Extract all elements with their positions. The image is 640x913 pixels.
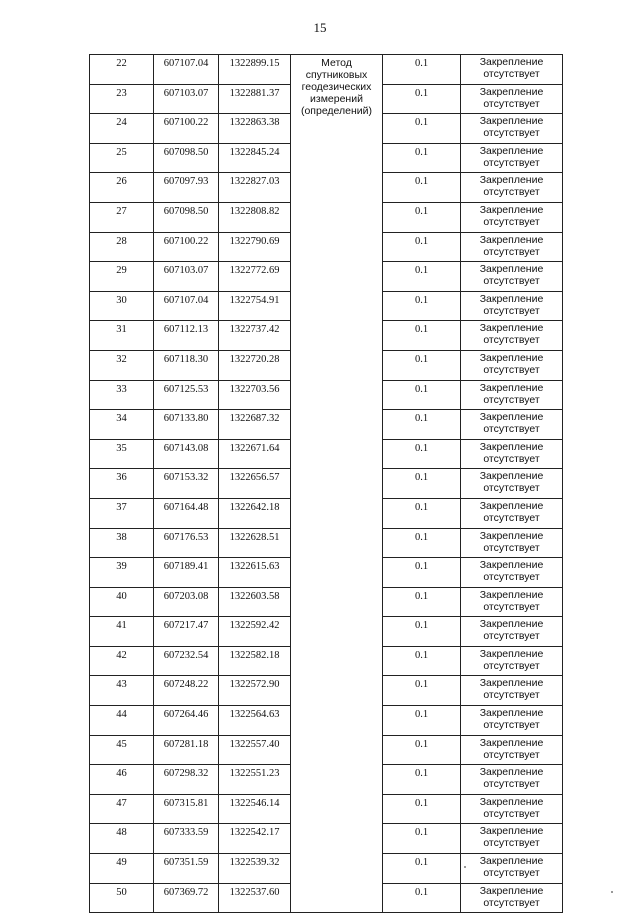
point-number-cell: 42 xyxy=(90,646,154,676)
point-number-cell: 41 xyxy=(90,617,154,647)
accuracy-cell: 0.1 xyxy=(383,528,461,558)
fixing-cell: Закрепление отсутствует xyxy=(461,84,563,114)
accuracy-cell: 0.1 xyxy=(383,824,461,854)
accuracy-cell: 0.1 xyxy=(383,676,461,706)
y-coordinate-cell: 1322557.40 xyxy=(219,735,291,765)
accuracy-cell: 0.1 xyxy=(383,262,461,292)
point-number-cell: 48 xyxy=(90,824,154,854)
accuracy-cell: 0.1 xyxy=(383,469,461,499)
y-coordinate-cell: 1322808.82 xyxy=(219,202,291,232)
x-coordinate-cell: 607118.30 xyxy=(154,350,219,380)
y-coordinate-cell: 1322671.64 xyxy=(219,439,291,469)
fixing-cell: Закрепление отсутствует xyxy=(461,173,563,203)
fixing-cell: Закрепление отсутствует xyxy=(461,232,563,262)
fixing-cell: Закрепление отсутствует xyxy=(461,824,563,854)
fixing-cell: Закрепление отсутствует xyxy=(461,498,563,528)
fixing-cell: Закрепление отсутствует xyxy=(461,55,563,85)
point-number-cell: 27 xyxy=(90,202,154,232)
point-number-cell: 49 xyxy=(90,854,154,884)
fixing-cell: Закрепление отсутствует xyxy=(461,410,563,440)
accuracy-cell: 0.1 xyxy=(383,410,461,440)
fixing-cell: Закрепление отсутствует xyxy=(461,883,563,913)
accuracy-cell: 0.1 xyxy=(383,765,461,795)
accuracy-cell: 0.1 xyxy=(383,84,461,114)
point-number-cell: 38 xyxy=(90,528,154,558)
point-number-cell: 30 xyxy=(90,291,154,321)
fixing-cell: Закрепление отсутствует xyxy=(461,469,563,499)
y-coordinate-cell: 1322582.18 xyxy=(219,646,291,676)
y-coordinate-cell: 1322603.58 xyxy=(219,587,291,617)
point-number-cell: 33 xyxy=(90,380,154,410)
accuracy-cell: 0.1 xyxy=(383,173,461,203)
accuracy-cell: 0.1 xyxy=(383,735,461,765)
x-coordinate-cell: 607097.93 xyxy=(154,173,219,203)
accuracy-cell: 0.1 xyxy=(383,587,461,617)
y-coordinate-cell: 1322572.90 xyxy=(219,676,291,706)
x-coordinate-cell: 607103.07 xyxy=(154,262,219,292)
point-number-cell: 37 xyxy=(90,498,154,528)
y-coordinate-cell: 1322542.17 xyxy=(219,824,291,854)
x-coordinate-cell: 607098.50 xyxy=(154,202,219,232)
x-coordinate-cell: 607100.22 xyxy=(154,114,219,144)
fixing-cell: Закрепление отсутствует xyxy=(461,646,563,676)
point-number-cell: 34 xyxy=(90,410,154,440)
y-coordinate-cell: 1322772.69 xyxy=(219,262,291,292)
point-number-cell: 46 xyxy=(90,765,154,795)
x-coordinate-cell: 607143.08 xyxy=(154,439,219,469)
y-coordinate-cell: 1322737.42 xyxy=(219,321,291,351)
point-number-cell: 28 xyxy=(90,232,154,262)
x-coordinate-cell: 607153.32 xyxy=(154,469,219,499)
accuracy-cell: 0.1 xyxy=(383,143,461,173)
accuracy-cell: 0.1 xyxy=(383,350,461,380)
accuracy-cell: 0.1 xyxy=(383,114,461,144)
x-coordinate-cell: 607098.50 xyxy=(154,143,219,173)
x-coordinate-cell: 607103.07 xyxy=(154,84,219,114)
point-number-cell: 36 xyxy=(90,469,154,499)
x-coordinate-cell: 607315.81 xyxy=(154,794,219,824)
fixing-cell: Закрепление отсутствует xyxy=(461,350,563,380)
y-coordinate-cell: 1322656.57 xyxy=(219,469,291,499)
y-coordinate-cell: 1322628.51 xyxy=(219,528,291,558)
accuracy-cell: 0.1 xyxy=(383,380,461,410)
accuracy-cell: 0.1 xyxy=(383,232,461,262)
accuracy-cell: 0.1 xyxy=(383,706,461,736)
point-number-cell: 44 xyxy=(90,706,154,736)
x-coordinate-cell: 607217.47 xyxy=(154,617,219,647)
x-coordinate-cell: 607232.54 xyxy=(154,646,219,676)
y-coordinate-cell: 1322642.18 xyxy=(219,498,291,528)
x-coordinate-cell: 607112.13 xyxy=(154,321,219,351)
x-coordinate-cell: 607281.18 xyxy=(154,735,219,765)
fixing-cell: Закрепление отсутствует xyxy=(461,202,563,232)
x-coordinate-cell: 607333.59 xyxy=(154,824,219,854)
y-coordinate-cell: 1322899.15 xyxy=(219,55,291,85)
fixing-cell: Закрепление отсутствует xyxy=(461,587,563,617)
y-coordinate-cell: 1322845.24 xyxy=(219,143,291,173)
x-coordinate-cell: 607133.80 xyxy=(154,410,219,440)
point-number-cell: 26 xyxy=(90,173,154,203)
x-coordinate-cell: 607107.04 xyxy=(154,291,219,321)
fixing-cell: Закрепление отсутствует xyxy=(461,528,563,558)
y-coordinate-cell: 1322537.60 xyxy=(219,883,291,913)
x-coordinate-cell: 607107.04 xyxy=(154,55,219,85)
fixing-cell: Закрепление отсутствует xyxy=(461,143,563,173)
x-coordinate-cell: 607264.46 xyxy=(154,706,219,736)
point-number-cell: 47 xyxy=(90,794,154,824)
fixing-cell: Закрепление отсутствует xyxy=(461,854,563,884)
accuracy-cell: 0.1 xyxy=(383,558,461,588)
fixing-cell: Закрепление отсутствует xyxy=(461,794,563,824)
fixing-cell: Закрепление отсутствует xyxy=(461,617,563,647)
point-number-cell: 24 xyxy=(90,114,154,144)
fixing-cell: Закрепление отсутствует xyxy=(461,735,563,765)
point-number-cell: 40 xyxy=(90,587,154,617)
x-coordinate-cell: 607298.32 xyxy=(154,765,219,795)
fixing-cell: Закрепление отсутствует xyxy=(461,262,563,292)
y-coordinate-cell: 1322546.14 xyxy=(219,794,291,824)
y-coordinate-cell: 1322564.63 xyxy=(219,706,291,736)
point-number-cell: 31 xyxy=(90,321,154,351)
fixing-cell: Закрепление отсутствует xyxy=(461,676,563,706)
point-number-cell: 39 xyxy=(90,558,154,588)
y-coordinate-cell: 1322703.56 xyxy=(219,380,291,410)
method-cell: Метод спутниковых геодезических измерений (определений) xyxy=(291,55,383,913)
table-row xyxy=(90,55,563,85)
page-number: 15 xyxy=(313,20,327,35)
y-coordinate-cell: 1322687.32 xyxy=(219,410,291,440)
accuracy-cell: 0.1 xyxy=(383,646,461,676)
x-coordinate-cell: 607176.53 xyxy=(154,528,219,558)
x-coordinate-cell: 607100.22 xyxy=(154,232,219,262)
fixing-cell: Закрепление отсутствует xyxy=(461,765,563,795)
accuracy-cell: 0.1 xyxy=(383,498,461,528)
point-number-cell: 22 xyxy=(90,55,154,85)
fixing-cell: Закрепление отсутствует xyxy=(461,321,563,351)
point-number-cell: 25 xyxy=(90,143,154,173)
x-coordinate-cell: 607248.22 xyxy=(154,676,219,706)
fixing-cell: Закрепление отсутствует xyxy=(461,558,563,588)
point-number-cell: 50 xyxy=(90,883,154,913)
point-number-cell: 43 xyxy=(90,676,154,706)
y-coordinate-cell: 1322827.03 xyxy=(219,173,291,203)
x-coordinate-cell: 607164.48 xyxy=(154,498,219,528)
coordinates-table xyxy=(89,54,563,913)
accuracy-cell: 0.1 xyxy=(383,202,461,232)
x-coordinate-cell: 607189.41 xyxy=(154,558,219,588)
x-coordinate-cell: 607351.59 xyxy=(154,854,219,884)
accuracy-cell: 0.1 xyxy=(383,883,461,913)
point-number-cell: 32 xyxy=(90,350,154,380)
scan-mark xyxy=(464,866,466,868)
y-coordinate-cell: 1322863.38 xyxy=(219,114,291,144)
point-number-cell: 35 xyxy=(90,439,154,469)
point-number-cell: 45 xyxy=(90,735,154,765)
x-coordinate-cell: 607369.72 xyxy=(154,883,219,913)
scan-mark xyxy=(611,891,613,893)
accuracy-cell: 0.1 xyxy=(383,321,461,351)
x-coordinate-cell: 607125.53 xyxy=(154,380,219,410)
y-coordinate-cell: 1322539.32 xyxy=(219,854,291,884)
y-coordinate-cell: 1322615.63 xyxy=(219,558,291,588)
y-coordinate-cell: 1322551.23 xyxy=(219,765,291,795)
fixing-cell: Закрепление отсутствует xyxy=(461,706,563,736)
fixing-cell: Закрепление отсутствует xyxy=(461,439,563,469)
accuracy-cell: 0.1 xyxy=(383,55,461,85)
fixing-cell: Закрепление отсутствует xyxy=(461,114,563,144)
y-coordinate-cell: 1322592.42 xyxy=(219,617,291,647)
y-coordinate-cell: 1322881.37 xyxy=(219,84,291,114)
accuracy-cell: 0.1 xyxy=(383,617,461,647)
point-number-cell: 23 xyxy=(90,84,154,114)
y-coordinate-cell: 1322720.28 xyxy=(219,350,291,380)
accuracy-cell: 0.1 xyxy=(383,291,461,321)
accuracy-cell: 0.1 xyxy=(383,794,461,824)
y-coordinate-cell: 1322754.91 xyxy=(219,291,291,321)
y-coordinate-cell: 1322790.69 xyxy=(219,232,291,262)
point-number-cell: 29 xyxy=(90,262,154,292)
x-coordinate-cell: 607203.08 xyxy=(154,587,219,617)
fixing-cell: Закрепление отсутствует xyxy=(461,291,563,321)
fixing-cell: Закрепление отсутствует xyxy=(461,380,563,410)
accuracy-cell: 0.1 xyxy=(383,439,461,469)
accuracy-cell: 0.1 xyxy=(383,854,461,884)
